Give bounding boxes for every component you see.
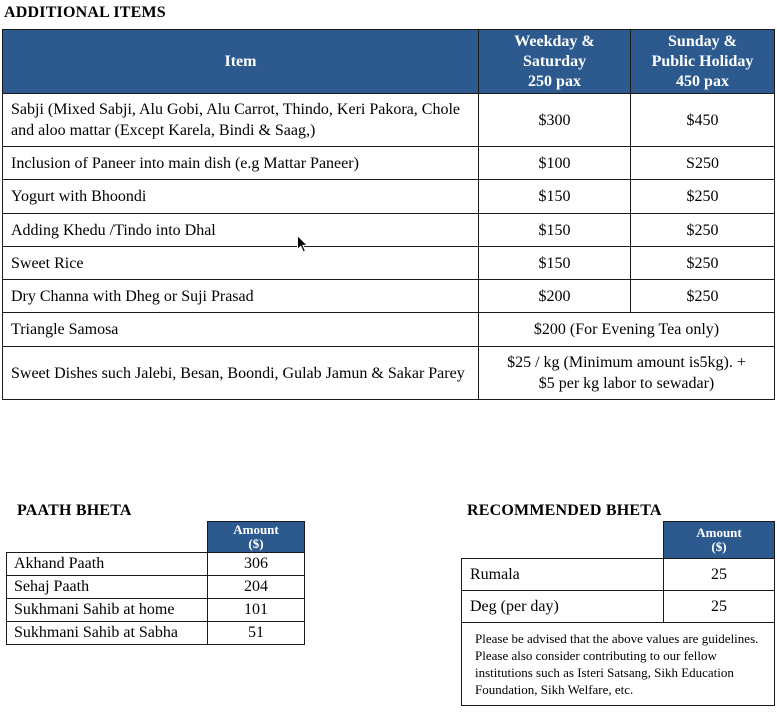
item-cell: Adding Khedu /Tindo into Dhal <box>3 214 479 247</box>
table-row <box>3 180 775 214</box>
sweets-price-line2: $5 per kg labor to sewadar) <box>538 375 715 392</box>
paath-name: Sukhmani Sahib at Sabha <box>7 622 208 645</box>
header-amount <box>664 522 775 559</box>
header-amount-unit: ($) <box>711 539 727 554</box>
header-weekday-line2: Saturday <box>522 52 587 70</box>
table-row <box>462 623 775 706</box>
bheta-amount: 25 <box>664 591 775 623</box>
header-sunday-line3: 450 pax <box>676 72 729 90</box>
item-cell: Sabji (Mixed Sabji, Alu Gobi, Alu Carrot, Thindo, Keri Pakora, Chole and aloo mattar (Except Karela, Bindi & Saag,) <box>3 94 479 147</box>
weekday-price: $200 <box>479 280 631 313</box>
item-cell: Yogurt with Bhoondi <box>3 180 479 214</box>
header-amount-label: Amount <box>233 522 279 537</box>
sunday-price: $250 <box>631 214 775 247</box>
paath-bheta-table <box>6 521 305 645</box>
table-row <box>7 622 305 645</box>
table-header-row <box>462 522 775 559</box>
weekday-price: $300 <box>479 94 631 147</box>
item-cell: Sweet Dishes such Jalebi, Besan, Boondi, Gulab Jamun & Sakar Parey <box>3 347 479 400</box>
item-cell: Triangle Samosa <box>3 313 479 347</box>
sweets-price-line1: $25 / kg (Minimum amount is5kg). + <box>507 354 746 371</box>
header-blank <box>462 522 664 559</box>
sunday-price: $250 <box>631 247 775 280</box>
paath-name: Sehaj Paath <box>7 576 208 599</box>
paath-amount: 306 <box>208 553 305 576</box>
header-weekday-line3: 250 pax <box>528 72 581 90</box>
item-cell: Inclusion of Paneer into main dish (e.g Mattar Paneer) <box>3 147 479 180</box>
paath-amount: 101 <box>208 599 305 622</box>
sunday-price: $250 <box>631 180 775 214</box>
table-row <box>3 247 775 280</box>
header-amount-label: Amount <box>696 525 742 540</box>
additional-items-table <box>2 29 775 400</box>
paath-bheta-title: PAATH BHETA <box>17 502 132 519</box>
sunday-price: $250 <box>631 280 775 313</box>
table-row <box>3 147 775 180</box>
table-row <box>462 559 775 591</box>
header-blank <box>7 522 208 553</box>
paath-amount: 51 <box>208 622 305 645</box>
paath-name: Sukhmani Sahib at home <box>7 599 208 622</box>
table-row <box>7 599 305 622</box>
table-row <box>3 313 775 347</box>
table-row <box>7 553 305 576</box>
sunday-price: S250 <box>631 147 775 180</box>
guidelines-note: Please be advised that the above values are guidelines. Please also consider contributing to our fellow institutions such as Isteri Satsang, Sikh Education Foundation, Sikh Welfare, etc. <box>462 623 775 706</box>
header-item: Item <box>3 30 479 94</box>
header-sunday <box>631 30 775 94</box>
recommended-bheta-title: RECOMMENDED BHETA <box>467 502 662 519</box>
header-amount-unit: ($) <box>248 536 264 551</box>
samosa-price: $200 (For Evening Tea only) <box>479 313 775 347</box>
additional-items-title: ADDITIONAL ITEMS <box>4 4 166 21</box>
weekday-price: $150 <box>479 247 631 280</box>
table-row <box>3 347 775 400</box>
bheta-name: Deg (per day) <box>462 591 664 623</box>
header-weekday <box>479 30 631 94</box>
paath-name: Akhand Paath <box>7 553 208 576</box>
table-row <box>3 94 775 147</box>
table-row <box>7 576 305 599</box>
bheta-name: Rumala <box>462 559 664 591</box>
sweets-price <box>479 347 775 400</box>
bheta-amount: 25 <box>664 559 775 591</box>
table-header-row <box>7 522 305 553</box>
sunday-price: $450 <box>631 94 775 147</box>
header-sunday-line2: Public Holiday <box>651 52 754 70</box>
header-amount <box>208 522 305 553</box>
weekday-price: $100 <box>479 147 631 180</box>
table-row <box>3 214 775 247</box>
mouse-pointer-icon <box>297 235 308 253</box>
item-cell: Dry Channa with Dheg or Suji Prasad <box>3 280 479 313</box>
header-sunday-line1: Sunday & <box>668 32 737 50</box>
table-row <box>3 280 775 313</box>
table-header-row <box>3 30 775 94</box>
header-weekday-line1: Weekday & <box>514 32 595 50</box>
recommended-bheta-table <box>461 521 775 706</box>
weekday-price: $150 <box>479 214 631 247</box>
table-row <box>462 591 775 623</box>
paath-amount: 204 <box>208 576 305 599</box>
weekday-price: $150 <box>479 180 631 214</box>
item-cell: Sweet Rice <box>3 247 479 280</box>
